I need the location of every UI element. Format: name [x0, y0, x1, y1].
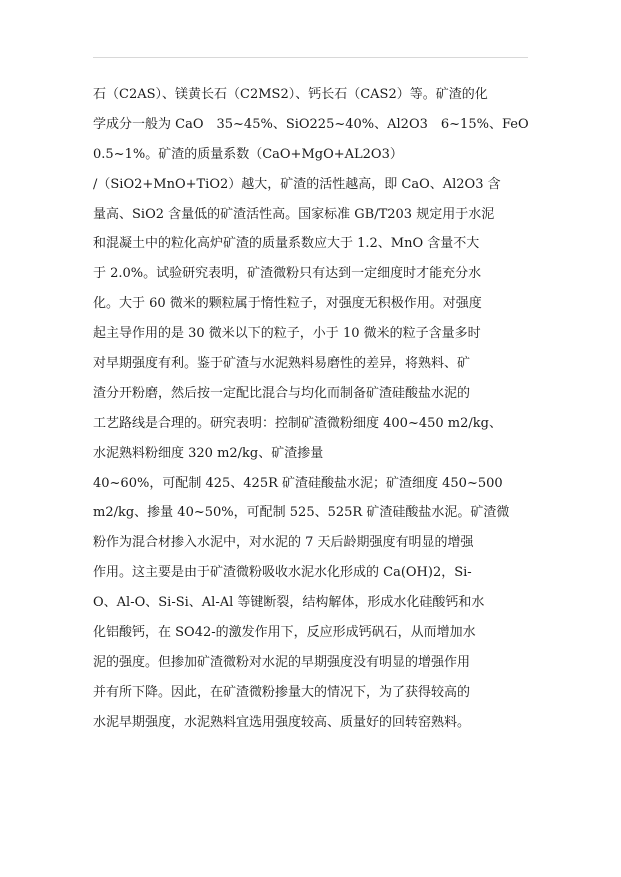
text-line: 于 2.0%。试验研究表明，矿渣微粉只有达到一定细度时才能充分水	[93, 266, 482, 282]
text-line: 水泥熟料粉细度 320 m2/kg、矿渣掺量	[93, 445, 324, 461]
text-line: 泥的强度。但掺加矿渣微粉对水泥的早期强度没有明显的增强作用	[93, 654, 471, 670]
text-line: 并有所下降。因此，在矿渣微粉掺量大的情况下，为了获得较高的	[93, 684, 471, 700]
text-line: 化铝酸钙，在 SO42-的激发作用下，反应形成钙矾石，从而增加水	[93, 625, 476, 641]
text-line: 化。大于 60 微米的颗粒属于惰性粒子，对强度无积极作用。对强度	[93, 296, 482, 312]
text-line: m2/kg、掺量 40~50%，可配制 525、525R 矿渣硅酸盐水泥。矿渣微	[93, 505, 510, 521]
text-line: O、Al-O、Si-Si、Al-Al 等键断裂，结构解体，形成水化硅酸钙和水	[93, 595, 485, 611]
text-line: 渣分开粉磨，然后按一定配比混合与均化而制备矿渣硅酸盐水泥的	[93, 385, 471, 401]
text-line: 40~60%，可配制 425、425R 矿渣硅酸盐水泥；矿渣细度 450~500	[93, 475, 503, 491]
text-line: 量高、SiO2 含量低的矿渣活性高。国家标准 GB/T203 规定用于水泥	[93, 206, 495, 222]
text-line: 0.5~1%。矿渣的质量系数（CaO+MgO+AL2O3）	[93, 146, 403, 162]
text-line: 对早期强度有利。鉴于矿渣与水泥熟料易磨性的差异，将熟料、矿	[93, 356, 471, 372]
header-rule	[93, 57, 528, 58]
text-line: 作用。这主要是由于矿渣微粉吸收水泥水化形成的 Ca(OH)2，Si-	[93, 565, 472, 581]
text-line: 起主导作用的是 30 微米以下的粒子，小于 10 微米的粒子含量多时	[93, 326, 481, 342]
text-line: 和混凝土中的粒化高炉矿渣的质量系数应大于 1.2、MnO 含量不大	[93, 236, 480, 252]
text-line: 学成分一般为 CaO 35~45%、SiO225~40%、Al2O3 6~15%、FeO	[93, 116, 529, 132]
text-line: 工艺路线是合理的。研究表明：控制矿渣微粉细度 400~450 m2/kg、	[93, 415, 502, 431]
text-line: /（SiO2+MnO+TiO2）越大，矿渣的活性越高，即 CaO、Al2O3 含	[93, 176, 501, 192]
text-line: 石（C2AS）、镁黄长石（C2MS2）、钙长石（CAS2）等。矿渣的化	[93, 87, 488, 102]
text-line: 粉作为混合材掺入水泥中，对水泥的 7 天后龄期强度有明显的增强	[93, 535, 474, 551]
body-text	[93, 80, 533, 738]
text-line: 水泥早期强度，水泥熟料宜选用强度较高、质量好的回转窑熟料。	[93, 714, 471, 730]
